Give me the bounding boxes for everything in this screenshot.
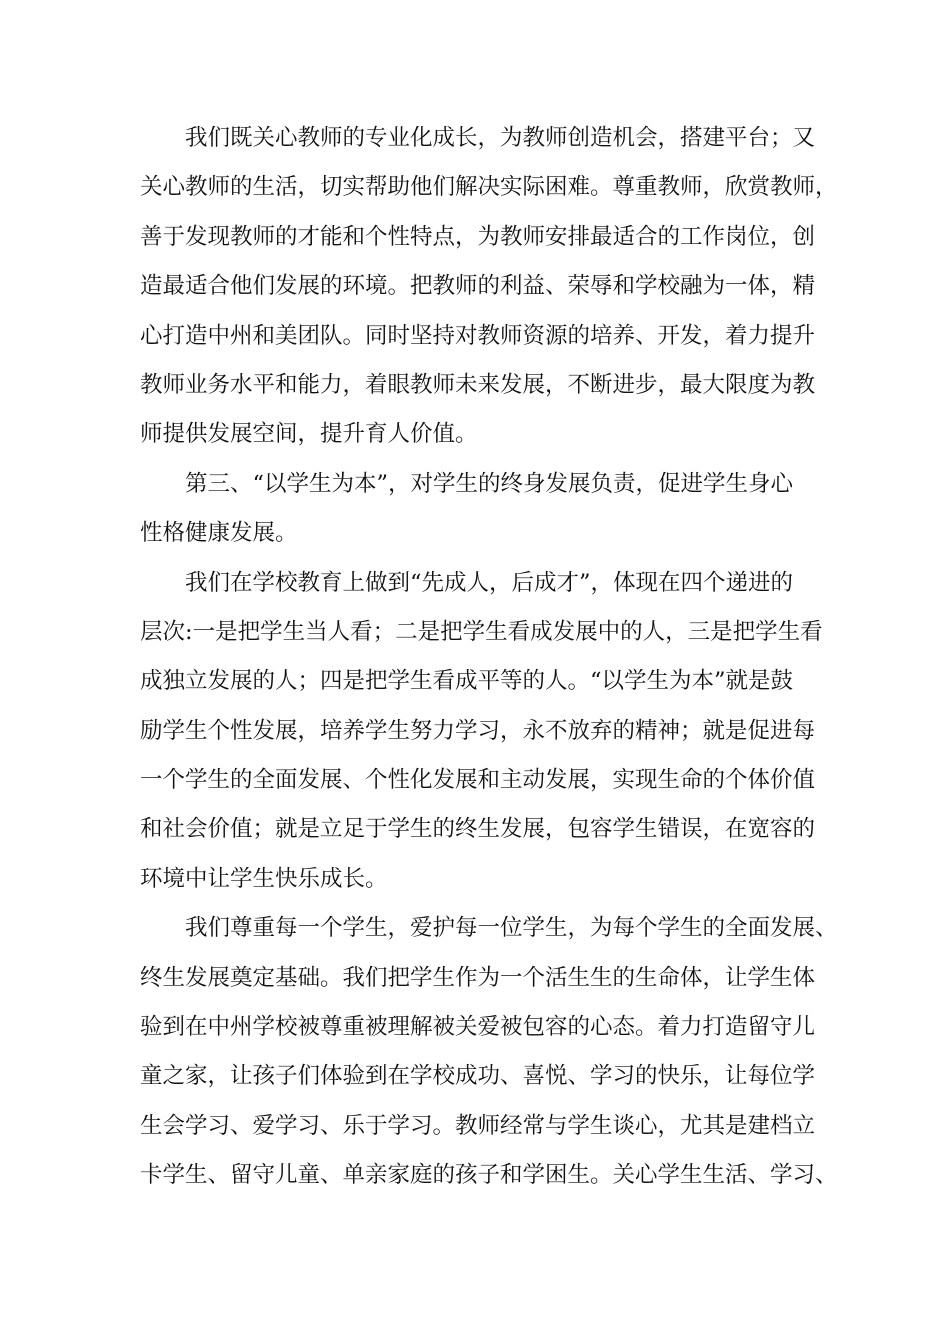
text-line: 性格健康发展。 (140, 520, 298, 547)
text-line: 第三、“以学生为本”，对学生的终身发展负责，促进学生身心 (185, 470, 794, 497)
text-line: 成独立发展的人；四是把学生看成平等的人。“以学生为本”就是鼓 (140, 668, 794, 695)
text-line: 和社会价值；就是立足于学生的终生发展，包容学生错误，在宽容的 (140, 816, 816, 843)
text-line: 教师业务水平和能力，着眼教师未来发展，不断进步，最大限度为教 (140, 371, 816, 398)
paragraph-section-three-heading (140, 460, 830, 559)
paragraph-student-centered (140, 559, 830, 905)
text-line: 环境中让学生快乐成长。 (140, 865, 388, 892)
paragraph-teacher-care (140, 114, 838, 460)
text-line: 造最适合他们发展的环境。把教师的利益、荣辱和学校融为一体，精 (140, 273, 816, 300)
text-line: 善于发现教师的才能和个性特点，为教师安排最适合的工作岗位，创 (140, 223, 816, 250)
text-line: 验到在中州学校被尊重被理解被关爱被包容的心态。着力打造留守儿 (140, 1014, 816, 1041)
text-line: 终生发展奠定基础。我们把学生作为一个活生生的生命体，让学生体 (140, 964, 816, 991)
text-line: 层次:一是把学生当人看；二是把学生看成发展中的人，三是把学生看 (140, 618, 823, 645)
text-line: 我们既关心教师的专业化成长，为教师创造机会，搭建平台；又 (185, 125, 816, 151)
text-line: 一个学生的全面发展、个性化发展和主动发展，实现生命的个体价值 (140, 767, 816, 794)
document-body (140, 114, 838, 1201)
text-line: 心打造中州和美团队。同时坚持对教师资源的培养、开发，着力提升 (140, 322, 816, 349)
paragraph-respect-students (140, 904, 838, 1200)
text-line: 励学生个性发展，培养学生努力学习，永不放弃的精神；就是促进每 (140, 717, 816, 744)
text-line: 卡学生、留守儿童、单亲家庭的孩子和学困生。关心学生生活、学习、 (140, 1162, 838, 1189)
text-line: 生会学习、爱学习、乐于学习。教师经常与学生谈心，尤其是建档立 (140, 1112, 816, 1139)
text-line: 师提供发展空间，提升育人价值。 (140, 421, 478, 448)
text-line: 我们在学校教育上做到“先成人，后成才”，体现在四个递进的 (185, 569, 794, 596)
text-line: 童之家，让孩子们体验到在学校成功、喜悦、学习的快乐，让每位学 (140, 1063, 816, 1090)
text-line: 我们尊重每一个学生，爱护每一位学生，为每个学生的全面发展、 (185, 915, 838, 942)
text-line: 关心教师的生活，切实帮助他们解决实际困难。尊重教师，欣赏教师， (140, 174, 838, 201)
